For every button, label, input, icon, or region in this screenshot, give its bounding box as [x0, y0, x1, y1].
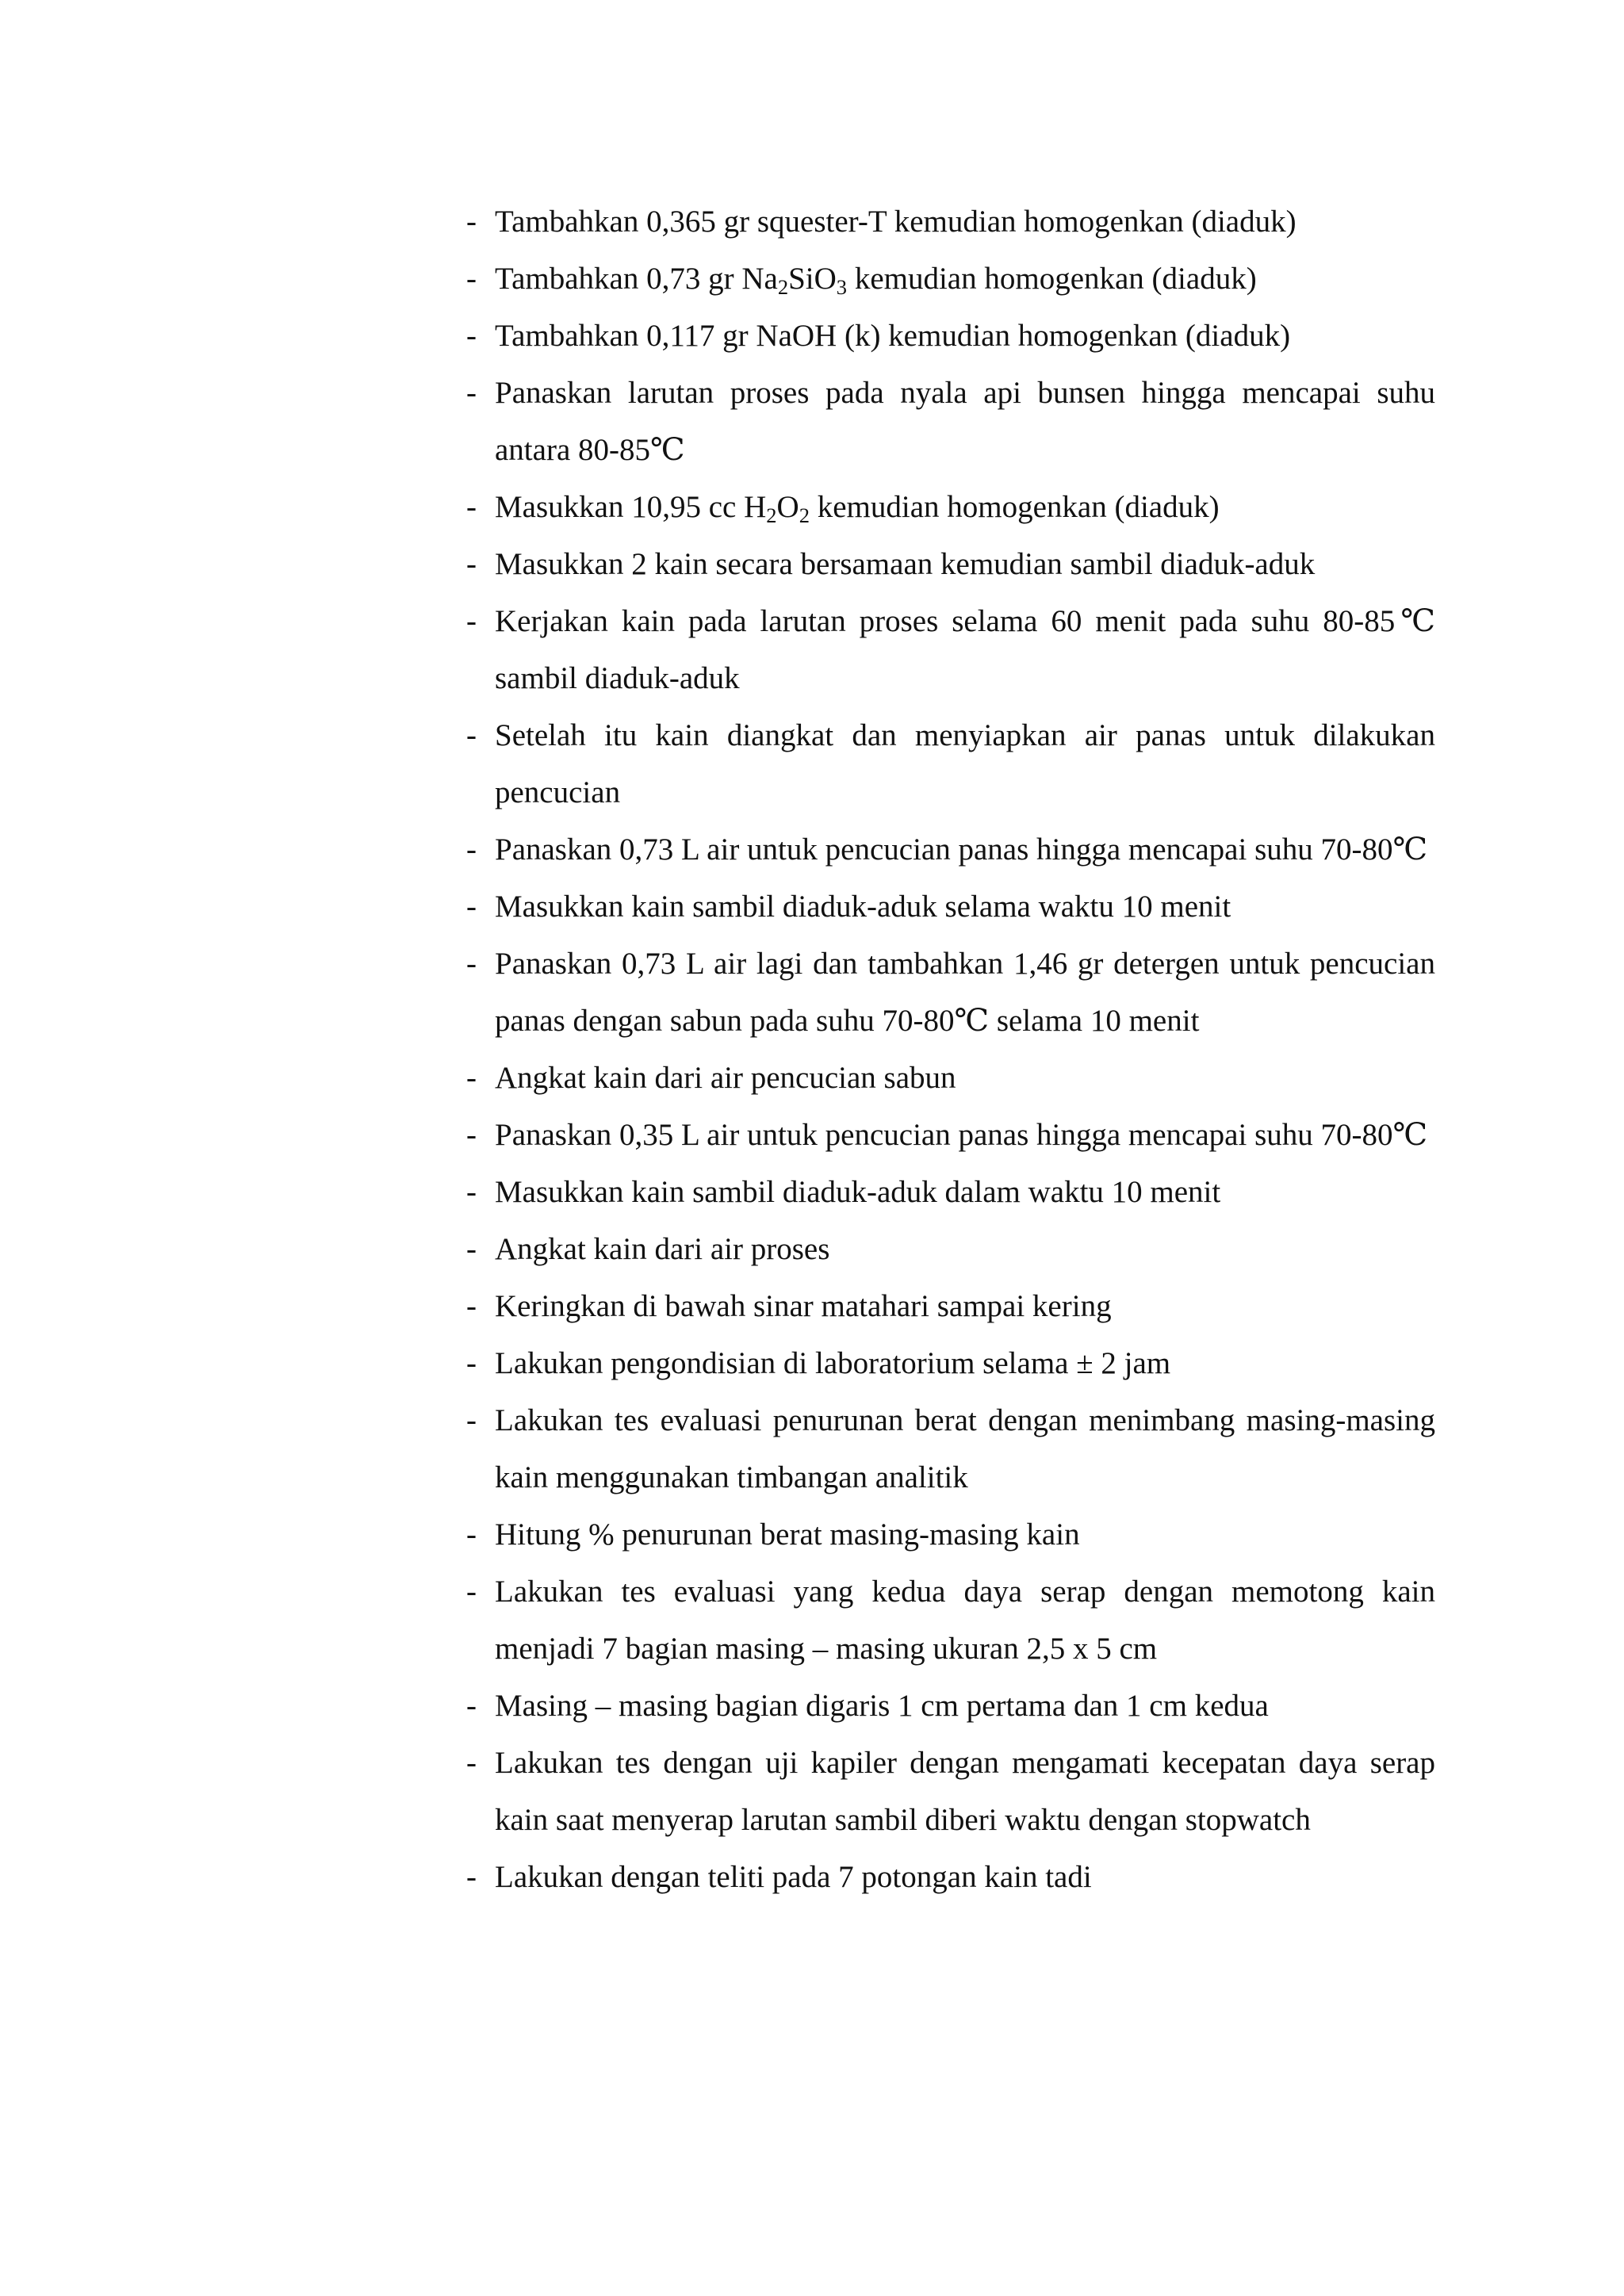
bullet-dash: - [466, 1746, 477, 1780]
list-item [466, 1563, 1435, 1678]
list-item [466, 1849, 1435, 1906]
bullet-dash: - [466, 376, 477, 410]
list-item [466, 479, 1435, 536]
bullet-dash: - [466, 718, 477, 752]
bullet-dash: - [466, 1232, 477, 1266]
list-item [466, 536, 1435, 593]
step-text: Masukkan kain sambil diaduk-aduk dalam waktu 10 menit [495, 1175, 1221, 1209]
list-item [466, 193, 1435, 251]
bullet-dash: - [466, 319, 477, 353]
procedure-list [466, 193, 1435, 1906]
list-item [466, 1050, 1435, 1107]
step-text-part: Masukkan 10,95 cc H [495, 490, 767, 524]
list-item [466, 1335, 1435, 1392]
bullet-dash: - [466, 490, 477, 524]
list-item [466, 1506, 1435, 1563]
bullet-dash: - [466, 832, 477, 867]
step-text: Panaskan 0,73 L air lagi dan tambahkan 1,46 gr detergen untuk pencucian panas dengan sabun pada suhu 70-80℃ selama 10 menit [495, 947, 1435, 1038]
step-text: Masukkan kain sambil diaduk-aduk selama waktu 10 menit [495, 890, 1231, 924]
step-text: Lakukan pengondisian di laboratorium selama ± 2 jam [495, 1346, 1171, 1380]
step-text: Angkat kain dari air pencucian sabun [495, 1061, 956, 1095]
list-item [466, 1164, 1435, 1221]
step-text: Keringkan di bawah sinar matahari sampai kering [495, 1289, 1112, 1323]
bullet-dash: - [466, 1346, 477, 1380]
list-item [466, 593, 1435, 707]
bullet-dash: - [466, 205, 477, 239]
subscript: 3 [836, 275, 848, 300]
step-text [495, 490, 1220, 528]
bullet-dash: - [466, 1061, 477, 1095]
step-text: Lakukan tes evaluasi yang kedua daya serap dengan memotong kain menjadi 7 bagian masing – masing ukuran 2,5 x 5 cm [495, 1575, 1435, 1666]
step-text: Setelah itu kain diangkat dan menyiapkan air panas untuk dilakukan pencucian [495, 718, 1435, 809]
list-item [466, 1278, 1435, 1335]
subscript: 2 [777, 275, 789, 300]
bullet-dash: - [466, 947, 477, 981]
bullet-dash: - [466, 1860, 477, 1894]
bullet-dash: - [466, 1575, 477, 1609]
list-item [466, 1392, 1435, 1506]
list-item [466, 365, 1435, 479]
bullet-dash: - [466, 1289, 477, 1323]
subscript: 2 [799, 503, 810, 528]
step-text: Panaskan 0,35 L air untuk pencucian panas hingga mencapai suhu 70-80℃ [495, 1118, 1428, 1152]
list-item [466, 1735, 1435, 1849]
step-text [495, 262, 1257, 300]
step-text: Panaskan 0,73 L air untuk pencucian panas hingga mencapai suhu 70-80℃ [495, 832, 1428, 867]
bullet-dash: - [466, 547, 477, 581]
list-item [466, 878, 1435, 936]
bullet-dash: - [466, 1517, 477, 1552]
bullet-dash: - [466, 604, 477, 638]
step-text: Hitung % penurunan berat masing-masing kain [495, 1517, 1080, 1552]
list-item [466, 1221, 1435, 1278]
bullet-dash: - [466, 890, 477, 924]
step-text: Masing – masing bagian digaris 1 cm pertama dan 1 cm kedua [495, 1689, 1269, 1723]
list-item [466, 821, 1435, 878]
bullet-dash: - [466, 1175, 477, 1209]
step-text: Kerjakan kain pada larutan proses selama 60 menit pada suhu 80-85℃ sambil diaduk-aduk [495, 604, 1435, 695]
step-text-part: Tambahkan 0,73 gr Na [495, 262, 778, 296]
bullet-dash: - [466, 1689, 477, 1723]
step-text: Tambahkan 0,365 gr squester-T kemudian homogenkan (diaduk) [495, 205, 1297, 239]
list-item [466, 308, 1435, 365]
bullet-dash: - [466, 262, 477, 296]
step-text: Lakukan tes evaluasi penurunan berat dengan menimbang masing-masing kain menggunakan timbangan analitik [495, 1403, 1435, 1494]
step-text: Lakukan tes dengan uji kapiler dengan mengamati kecepatan daya serap kain saat menyerap larutan sambil diberi waktu dengan stopwatch [495, 1746, 1435, 1837]
step-text: Panaskan larutan proses pada nyala api bunsen hingga mencapai suhu antara 80-85℃ [495, 376, 1435, 467]
list-item [466, 936, 1435, 1050]
list-item [466, 1678, 1435, 1735]
bullet-dash: - [466, 1403, 477, 1437]
step-text: Tambahkan 0,117 gr NaOH (k) kemudian homogenkan (diaduk) [495, 319, 1291, 353]
step-text: Lakukan dengan teliti pada 7 potongan kain tadi [495, 1860, 1092, 1894]
step-text-part: SiO [788, 262, 837, 296]
step-text-part: O [776, 490, 799, 524]
step-text: Angkat kain dari air proses [495, 1232, 830, 1266]
bullet-dash: - [466, 1118, 477, 1152]
step-text-part: kemudian homogenkan (diaduk) [847, 262, 1257, 296]
step-text-part: kemudian homogenkan (diaduk) [809, 490, 1220, 524]
list-item [466, 251, 1435, 308]
list-item [466, 1107, 1435, 1164]
subscript: 2 [766, 503, 777, 528]
step-text: Masukkan 2 kain secara bersamaan kemudian sambil diaduk-aduk [495, 547, 1316, 581]
list-item [466, 707, 1435, 821]
